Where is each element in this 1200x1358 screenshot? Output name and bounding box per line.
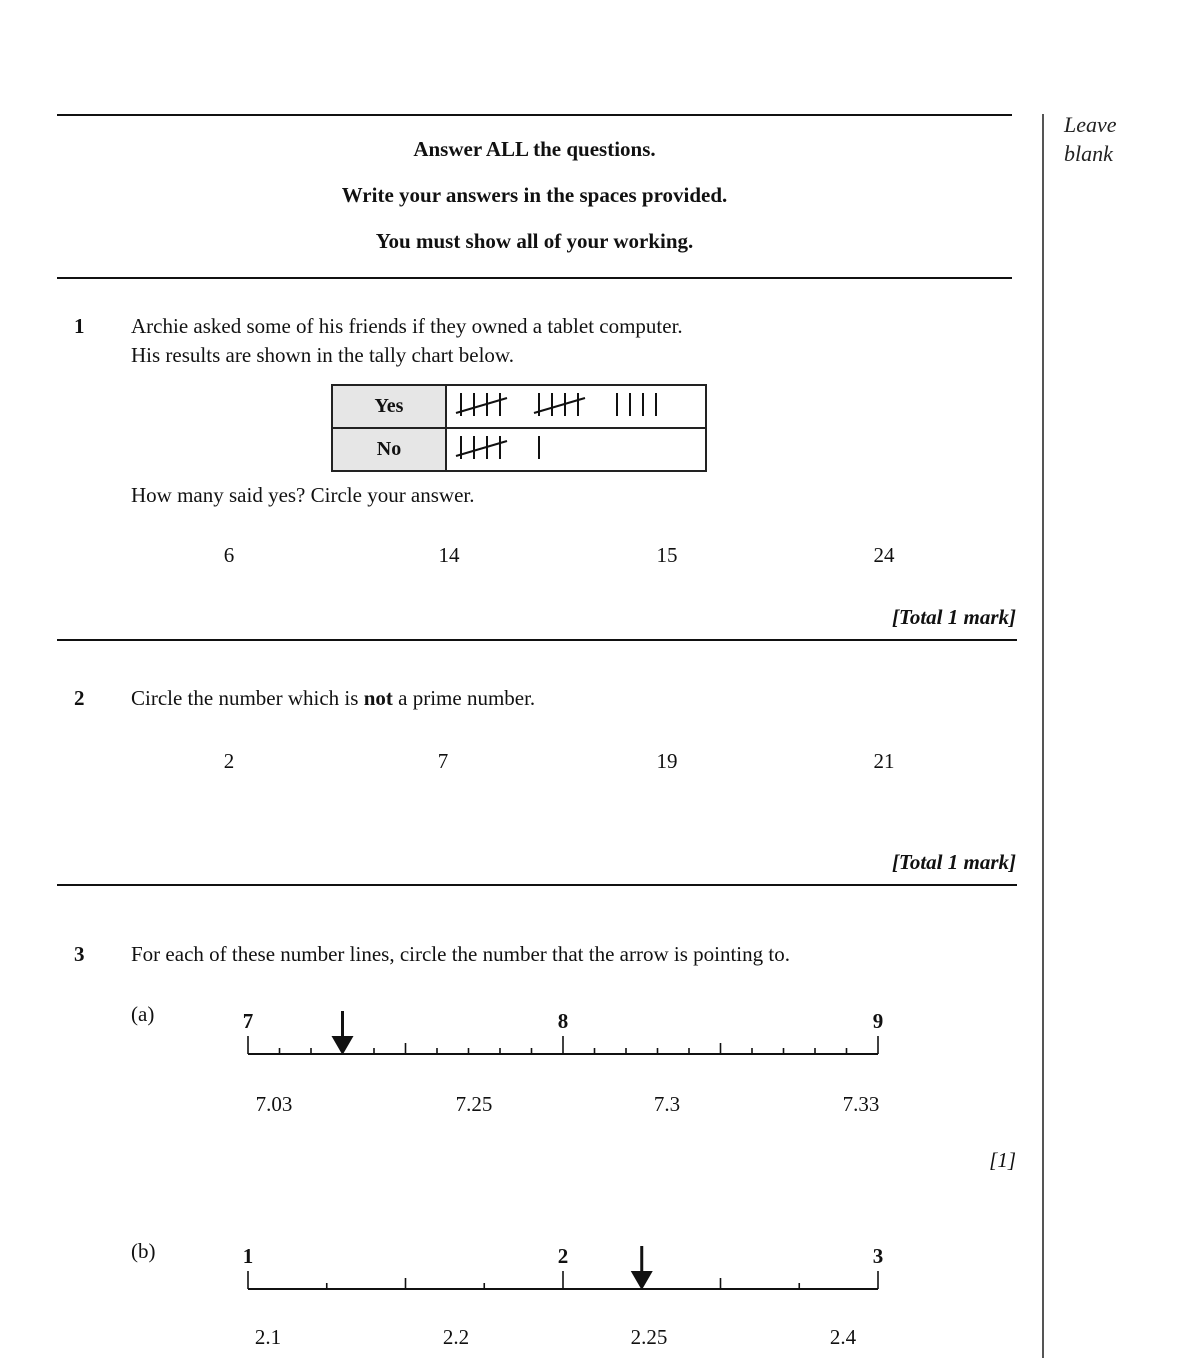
question-1-prompt: How many said yes? Circle your answer. <box>131 483 475 507</box>
leave-blank-line-2: blank <box>1064 141 1113 166</box>
question-3-number: 3 <box>74 942 85 966</box>
answer-option[interactable]: 7.33 <box>842 1092 880 1116</box>
answer-option[interactable]: 6 <box>223 543 235 567</box>
question-2-text <box>131 684 535 713</box>
answer-option[interactable]: 14 <box>438 543 460 567</box>
answer-option[interactable]: 19 <box>656 749 678 773</box>
answer-option[interactable]: 24 <box>873 543 895 567</box>
instruction-1: Answer ALL the questions. <box>413 137 656 161</box>
answer-option[interactable]: 2.2 <box>442 1325 470 1349</box>
arrow-head-icon <box>332 1036 354 1055</box>
number-line-label: 8 <box>557 1009 569 1033</box>
answer-option[interactable]: 7.25 <box>455 1092 493 1116</box>
answer-option[interactable]: 15 <box>656 543 678 567</box>
answer-option[interactable]: 7.03 <box>255 1092 293 1116</box>
tally-marks-yes <box>447 386 705 422</box>
instruction-2: Write your answers in the spaces provided. <box>341 183 728 207</box>
question-2-text-b: a prime number. <box>392 686 536 710</box>
tally-row-no <box>332 428 706 471</box>
question-2-divider <box>57 884 1017 886</box>
number-line-a <box>230 1000 900 1060</box>
tally-marks <box>446 385 706 428</box>
number-line-label: 3 <box>872 1244 884 1268</box>
question-3-text: For each of these number lines, circle the number that the arrow is pointing to. <box>131 942 790 966</box>
answer-option[interactable]: 7 <box>437 749 449 773</box>
header-bottom-rule <box>57 277 1012 279</box>
answer-option[interactable]: 2.25 <box>630 1325 668 1349</box>
leave-blank-line-1: Leave <box>1064 112 1117 137</box>
number-line-label: 7 <box>242 1009 254 1033</box>
part-a-mark: [1] <box>989 1148 1016 1172</box>
question-2-text-a: Circle the number which is <box>131 686 364 710</box>
header-top-rule <box>57 114 1012 116</box>
tally-row-yes <box>332 385 706 428</box>
part-b-label: (b) <box>131 1239 156 1263</box>
answer-option[interactable]: 2.4 <box>829 1325 857 1349</box>
number-line-label: 2 <box>557 1244 569 1268</box>
question-1-line-1: Archie asked some of his friends if they owned a tablet computer. <box>131 314 683 338</box>
leave-blank-label <box>1064 110 1117 168</box>
tally-marks-no <box>447 429 705 465</box>
arrow-head-icon <box>631 1271 653 1290</box>
tally-label: Yes <box>332 385 446 428</box>
question-1-text <box>131 312 683 370</box>
question-1-divider <box>57 639 1017 641</box>
question-1-mark: [Total 1 mark] <box>891 605 1016 629</box>
answer-option[interactable]: 7.3 <box>653 1092 681 1116</box>
answer-option[interactable]: 2 <box>223 749 235 773</box>
question-2-number: 2 <box>74 686 85 710</box>
question-1-line-2: His results are shown in the tally chart below. <box>131 343 514 367</box>
number-line-label: 9 <box>872 1009 884 1033</box>
tally-chart <box>331 384 707 472</box>
question-1-number: 1 <box>74 314 85 338</box>
question-2-mark: [Total 1 mark] <box>891 850 1016 874</box>
tally-label: No <box>332 428 446 471</box>
part-a-label: (a) <box>131 1002 155 1026</box>
tally-marks <box>446 428 706 471</box>
question-2-text-bold: not <box>363 686 393 710</box>
instruction-3: You must show all of your working. <box>375 229 694 253</box>
number-line-label: 1 <box>242 1244 254 1268</box>
margin-divider <box>1042 114 1044 1358</box>
answer-option[interactable]: 21 <box>873 749 895 773</box>
number-line-b <box>230 1235 900 1295</box>
answer-option[interactable]: 2.1 <box>254 1325 282 1349</box>
